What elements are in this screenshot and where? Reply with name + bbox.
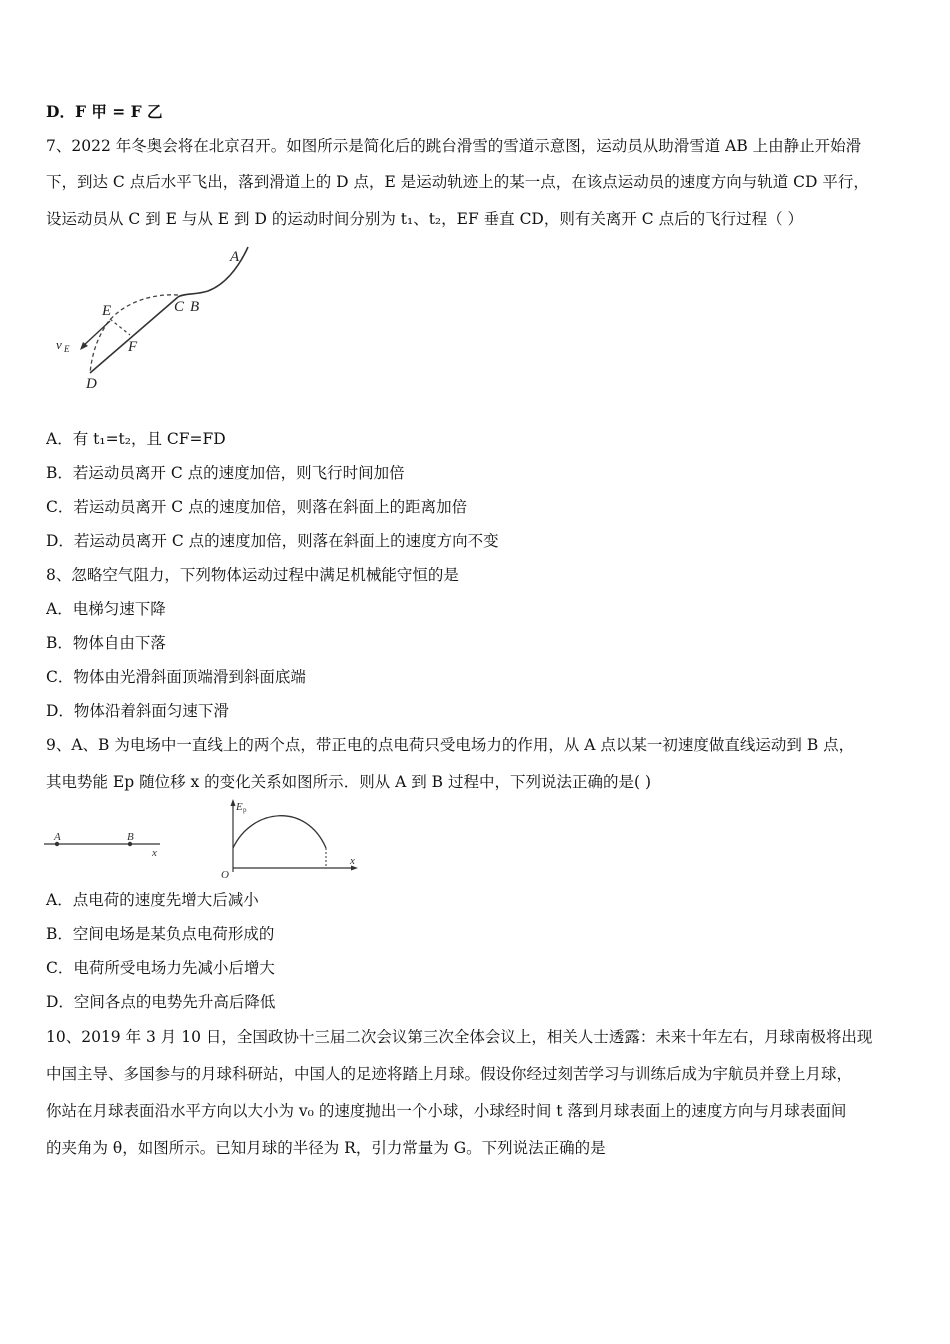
q8-option-d: D．物体沿着斜面匀速下滑	[46, 702, 229, 720]
label-d: D	[86, 376, 97, 392]
q7-option-a: A．有 t₁=t₂，且 CF=FD	[46, 430, 226, 448]
q10-stem-line2: 中国主导、多国参与的月球科研站，中国人的足迹将踏上月球。假设你经过刻苦学习与训练后成为宇航员并登上月球，	[46, 1065, 853, 1083]
q9-option-d: D．空间各点的电势先升高后降低	[46, 993, 276, 1011]
q8-option-b: B．物体自由下落	[46, 634, 166, 652]
label-o: O	[221, 869, 229, 880]
q10-stem-line3: 你站在月球表面沿水平方向以大小为 v₀ 的速度抛出一个小球，小球经时间 t 落到月球表面上的速度方向与月球表面间	[46, 1102, 847, 1120]
ef-perpendicular	[110, 319, 130, 335]
label-ep: E	[236, 801, 243, 813]
label-x: x	[350, 855, 355, 867]
q9-stem-line2: 其电势能 Ep 随位移 x 的变化关系如图所示．则从 A 到 B 过程中，下列说法正确的是( )	[46, 773, 652, 791]
q9-stem-line1: 9、A、B 为电场中一直线上的两个点，带正电的点电荷只受电场力的作用，从 A 点以某一初速度做直线运动到 B 点，	[46, 736, 855, 754]
ski-jump-diagram	[50, 243, 260, 393]
q7-option-c: C．若运动员离开 C 点的速度加倍，则落在斜面上的距离加倍	[46, 498, 468, 516]
q8-option-c: C．物体由光滑斜面顶端滑到斜面底端	[46, 668, 306, 686]
label-c: C	[174, 299, 185, 315]
q7-stem-line3: 设运动员从 C 到 E 与从 E 到 D 的运动时间分别为 t₁、t₂，EF 垂直 CD，则有关离开 C 点后的飞行过程（ ）	[46, 210, 803, 228]
ep-curve	[233, 816, 326, 848]
ep-x-graph	[218, 798, 364, 880]
label-x: x	[152, 847, 157, 859]
label-e: E	[102, 303, 112, 319]
q7-stem-line1: 7、2022 年冬奥会将在北京召开。如图所示是简化后的跳台滑雪的雪道示意图，运动员从助滑雪道 AB 上由静止开始滑	[46, 137, 862, 155]
q7-option-b: B．若运动员离开 C 点的速度加倍，则飞行时间加倍	[46, 464, 405, 482]
option-text: F 甲 = F 乙	[74, 102, 163, 121]
label-a: A	[54, 831, 61, 843]
q7-stem-line2: 下，到达 C 点后水平飞出，落到滑道上的 D 点，E 是运动轨迹上的某一点，在该点运动员的速度方向与轨道 CD 平行，	[46, 173, 869, 191]
ab-line-diagram	[44, 826, 166, 860]
y-axis-arrow-icon	[231, 799, 236, 806]
label-a: A	[230, 249, 240, 265]
q9-option-b: B．空间电场是某负点电荷形成的	[46, 925, 275, 943]
q8-stem: 8、忽略空气阻力，下列物体运动过程中满足机械能守恒的是	[46, 566, 459, 584]
q9-option-a: A．点电荷的速度先增大后减小	[46, 891, 259, 909]
q8-option-a: A．电梯匀速下降	[46, 600, 166, 618]
option-letter: D．	[46, 102, 75, 121]
q10-stem-line1: 10、2019 年 3 月 10 日，全国政协十三届二次会议第三次全体会议上，相关人士透露：未来十年左右，月球南极将出现	[46, 1028, 873, 1046]
label-b: B	[190, 299, 200, 315]
q9-option-c: C．电荷所受电场力先减小后增大	[46, 959, 275, 977]
label-ep-subscript: p	[243, 806, 247, 814]
q7-option-d: D．若运动员离开 C 点的速度加倍，则落在斜面上的速度方向不变	[46, 532, 499, 550]
q6-option-d	[46, 101, 908, 123]
q10-stem-line4: 的夹角为 θ，如图所示。已知月球的半径为 R，引力常量为 G。下列说法正确的是	[46, 1139, 606, 1157]
label-v: v	[56, 337, 62, 352]
velocity-e-arrow	[82, 321, 110, 347]
label-b: B	[127, 831, 134, 843]
label-v-subscript: E	[64, 344, 70, 354]
label-f: F	[128, 339, 138, 355]
